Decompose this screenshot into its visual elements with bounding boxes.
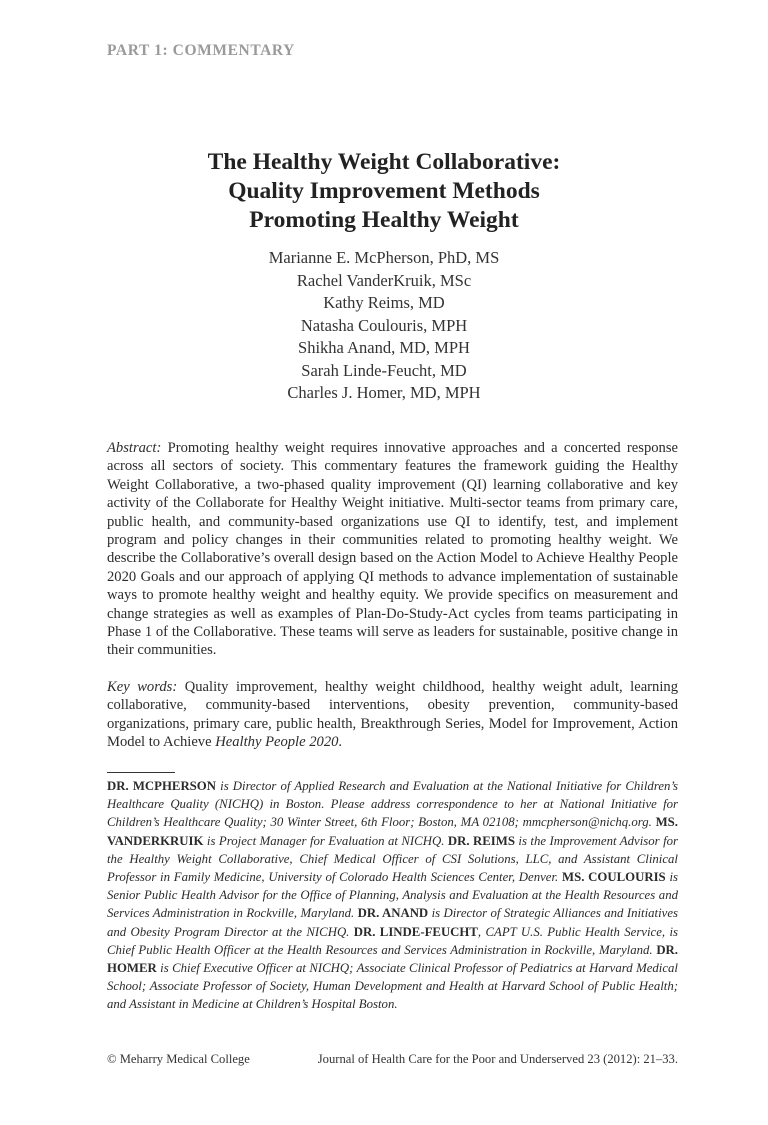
keywords [107, 678, 678, 752]
bio-text: is Director of Applied Research and Evaluation at the National Initiative for Children’s Healthcare Quality (NICHQ) in Boston. Please address correspondence to her at National Initiative for Children’s Healthcare Quality; 30 Winter Street, 6th Floor; Boston, MA 02108; mmcpherson@nichq.org. [107, 779, 678, 830]
copyright: © Meharry Medical College [107, 1052, 250, 1066]
author: Shikha Anand, MD, MPH [298, 338, 470, 357]
bio-text: is Senior Public Health Advisor for the Office of Planning, Analysis and Evaluation at the Health Resources and Services Administration in Rockville, Maryland. [107, 870, 678, 921]
journal-citation: Journal of Health Care for the Poor and Underserved 23 (2012): 21–33. [317, 1052, 678, 1066]
bio-name: MS. COULOURIS [562, 870, 666, 885]
title-line: Quality Improvement Methods [228, 178, 540, 204]
bio-name: MS. VANDERKRUIK [107, 815, 678, 848]
bio-text: is the Improvement Advisor for the Healthy Weight Collaborative, Chief Medical Officer of CSI Solutions, LLC, and Assistant Clinical Professor in Family Medicine, University of Colorado Health Sciences Center, Denver. [107, 833, 678, 885]
author: Sarah Linde-Feucht, MD [301, 360, 467, 380]
abstract [107, 439, 678, 660]
bio-name: DR. MCPHERSON [107, 779, 216, 793]
keywords-italic: Healthy People 2020 [215, 734, 339, 751]
author: Rachel VanderKruik, MSc [296, 270, 472, 290]
bio-name: DR. LINDE-FEUCHT [353, 924, 478, 939]
bio-name: DR. ANAND [357, 906, 429, 921]
bio-name: DR. HOMER [107, 942, 678, 976]
title-line: The Healthy Weight Collaborative: [207, 149, 561, 175]
keywords-end: . [338, 734, 343, 751]
bio-text: is Chief Executive Officer at NICHQ; Associate Clinical Professor of Pediatrics at Harvard Medical School; Associate Professor of Society, Human Development and Health at Harvard School of Public Health; and Assistant in Medicine at Children’s Hospital Boston. [107, 961, 678, 1012]
bio-text: , CAPT U.S. Public Health Service, is Chief Public Health Officer at the Health Resources and Services Administration in Rockville, Maryland. [107, 924, 678, 957]
author-list [0, 247, 768, 405]
keywords-label: Key words: [107, 679, 178, 695]
footnote-divider [107, 772, 175, 773]
title-line: Promoting Healthy Weight [249, 207, 519, 233]
author: Natasha Coulouris, MPH [300, 315, 468, 335]
running-head: PART 1: COMMENTARY [107, 42, 295, 59]
abstract-label: Abstract: [107, 440, 162, 456]
article-title [0, 148, 768, 235]
abstract-text: Promoting healthy weight requires innovative approaches and a concerted response across all sectors of society. This commentary features the framework guiding the Healthy Weight Collaborative, a two-phased quality improvement (QI) learning collaborative and key activity of the Collaborate for Healthy Weight initiative. Multi-sector teams from primary care, public health, and community-based organizations use QI to identify, test, and implement program and policy changes in their communities related to promoting healthy weight. We describe the Collaborative’s overall design based on the Action Model to Achieve Healthy People 2020 Goals and our approach of applying QI methods to advance implementation of sustainable ways to promote healthy weight and healthy equity. We provide specifics on measurement and change strategies as well as examples of Plan-Do-Study-Act cycles from teams participating in Phase 1 of the Collaborative. These teams will serve as leaders for sustainable, positive change in their communities. [107, 440, 678, 659]
author: Kathy Reims, MD [323, 293, 445, 312]
bio-text: is Project Manager for Evaluation at NICHQ. [203, 833, 448, 848]
bio-name: DR. REIMS [447, 833, 515, 848]
keywords-text: Quality improvement, healthy weight childhood, healthy weight adult, learning collaborative, community-based interventions, obesity prevention, community-based organizations, primary care, public health, Breakthrough Series, Model for Improvement, Action Model to Achieve [107, 679, 678, 751]
author: Marianne E. McPherson, PhD, MS [268, 248, 500, 267]
bio-text: is Director of Strategic Alliances and Initiatives and Obesity Program Director at the NICHQ. [107, 906, 678, 939]
author-bios [107, 777, 678, 1014]
author: Charles J. Homer, MD, MPH [287, 383, 481, 402]
